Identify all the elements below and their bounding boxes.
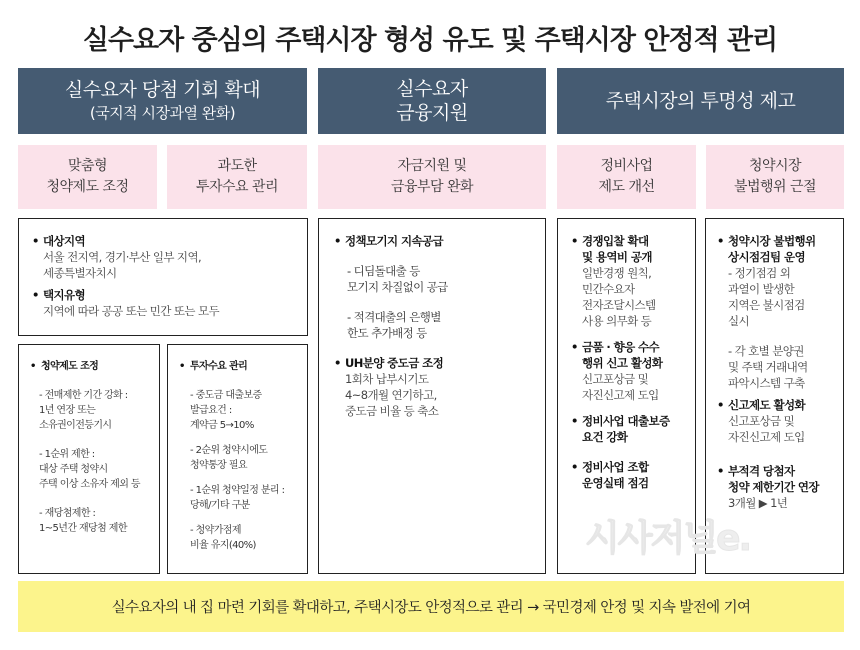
detail-line: - 1순위 제한 : xyxy=(39,449,95,460)
subheader-line: 청약제도 조정 xyxy=(46,179,129,195)
item-heading: 투자수요 관리 xyxy=(190,361,248,372)
header-finance xyxy=(318,68,546,134)
list-item xyxy=(570,339,691,403)
subheader-line: 청약시장 xyxy=(748,158,802,174)
item-line: 세종특별자치시 xyxy=(43,266,117,280)
subheader-line: 불법행위 근절 xyxy=(733,179,817,195)
list-item xyxy=(333,233,537,249)
subheader-line: 과도한 xyxy=(217,158,257,174)
list-item xyxy=(570,459,691,491)
item-heading: 경쟁입찰 확대 xyxy=(582,234,649,248)
detail-line: 한도 추가배정 등 xyxy=(347,326,427,340)
header-transparency xyxy=(557,68,844,134)
header-finance-line1: 실수요자 xyxy=(396,78,468,100)
detail-line: 자진신고제 도입 xyxy=(728,430,805,444)
subheader-illegal xyxy=(706,145,844,209)
detail-line: 대상 주택 청약시 xyxy=(39,464,108,475)
header-demand xyxy=(18,68,307,134)
subheader-line: 맞춤형 xyxy=(67,158,108,174)
subheader-line: 정비사업 xyxy=(600,158,653,174)
item-heading: 행위 신고 활성화 xyxy=(582,356,663,370)
detail-line: - 적격대출의 은행별 xyxy=(347,310,441,324)
item-heading: 정비사업 조합 xyxy=(582,460,649,474)
detail-line: 1~5년간 재당첨 제한 xyxy=(39,523,127,534)
detail-line: 민간수요자 xyxy=(582,282,635,296)
detail-line: 발급요건 : xyxy=(190,405,232,416)
list-item xyxy=(31,287,297,319)
subheader-line: 투자수요 관리 xyxy=(195,179,279,195)
header-demand-title: 실수요자 당첨 기회 확대 xyxy=(64,79,261,101)
subheader-investment xyxy=(167,145,307,209)
detail-line: 과열이 발생한 xyxy=(728,282,795,296)
bullet: • xyxy=(334,234,341,248)
detail-line: 4~8개월 연기하고, xyxy=(345,388,437,402)
item-line: 지역에 따라 공공 또는 민간 또는 모두 xyxy=(43,304,219,318)
detail-line: - 정기점검 외 xyxy=(728,266,791,280)
list-item xyxy=(716,397,839,445)
detail-line: 3개월 ▶ 1년 xyxy=(728,496,788,510)
item-heading: 청약 제한기간 연장 xyxy=(728,480,819,494)
item-heading: 정책모기지 지속공급 xyxy=(345,234,443,248)
detail-line: - 디딤돌대출 등 xyxy=(347,264,420,278)
detail-line: 1회차 납부시기도 xyxy=(345,372,429,386)
list-item xyxy=(570,233,691,329)
conclusion-banner xyxy=(18,581,844,632)
bullet: • xyxy=(717,464,724,478)
detail-line: 실시 xyxy=(728,314,750,328)
page-title: 실수요자 중심의 주택시장 형성 유도 및 주택시장 안정적 관리 xyxy=(82,25,778,56)
detail-line: 모기지 차질없이 공급 xyxy=(347,280,448,294)
subheader-subscription xyxy=(18,145,157,209)
item-heading: 정비사업 대출보증 xyxy=(582,414,670,428)
detail-line: 청약통장 필요 xyxy=(190,460,247,471)
bullet: • xyxy=(571,460,578,474)
detail-line: 주택 이상 소유자 제외 등 xyxy=(39,479,140,490)
bullet: • xyxy=(30,361,36,372)
bullet: • xyxy=(334,356,341,370)
detail-line: - 중도금 대출보증 xyxy=(190,390,262,401)
header-demand-subtitle: (국지적 시장과열 완화) xyxy=(89,104,236,122)
item-heading: 운영실태 점검 xyxy=(582,476,649,490)
detail-line: 1년 연장 또는 xyxy=(39,405,96,416)
detail-line: - 전매제한 기간 강화 : xyxy=(39,390,128,401)
item-heading: 요건 강화 xyxy=(582,430,628,444)
bullet: • xyxy=(179,361,185,372)
detail-line: 중도금 비율 등 축소 xyxy=(345,404,439,418)
list-item xyxy=(570,413,691,445)
item-heading: 대상지역 xyxy=(43,234,86,248)
detail-line: 신고포상금 및 xyxy=(728,414,795,428)
detail-line: 소유권이전등기시 xyxy=(39,420,112,431)
detail-line: - 청약가점제 xyxy=(190,525,241,536)
list-item xyxy=(178,359,301,374)
detail-line: - 각 호별 분양권 xyxy=(728,344,804,358)
subheader-redevelopment xyxy=(557,145,696,209)
subheader-line: 제도 개선 xyxy=(598,179,655,195)
header-finance-line2: 금융지원 xyxy=(396,102,468,124)
bullet: • xyxy=(32,288,39,302)
item-heading: 상시점검팀 운영 xyxy=(728,250,805,264)
item-heading: 청약제도 조정 xyxy=(41,361,99,372)
item-line: 서울 전지역, 경기·부산 일부 지역, xyxy=(43,250,202,264)
detail-line: 자진신고제 도입 xyxy=(582,388,659,402)
box-target-region xyxy=(18,218,308,336)
bullet: • xyxy=(571,340,578,354)
subheader-line: 자금지원 및 xyxy=(397,158,467,174)
detail-line: 지역은 불시점검 xyxy=(728,298,805,312)
watermark-text: 시사저널e. xyxy=(585,518,751,557)
item-heading: 금품 · 향응 수수 xyxy=(582,340,660,354)
list-item xyxy=(716,463,839,511)
item-heading: 부적격 당첨자 xyxy=(728,464,795,478)
detail-line: 당해/기타 구분 xyxy=(190,500,250,511)
list-item xyxy=(716,233,839,391)
detail-line: 비율 유지(40%) xyxy=(190,540,256,551)
conclusion-text: 실수요자의 내 집 마련 기회를 확대하고, 주택시장도 안정적으로 관리 → 국민경제 안정 및 지속 발전에 기여 xyxy=(111,600,751,616)
detail-line: - 재당첨제한 : xyxy=(39,508,96,519)
item-heading: UH분양 중도금 조정 xyxy=(345,356,444,370)
bullet: • xyxy=(717,234,724,248)
detail-line: - 1순위 청약일정 분리 : xyxy=(190,485,285,496)
box-finance-support xyxy=(318,218,546,574)
box-subscription-adjustment xyxy=(18,344,160,574)
watermark-logo xyxy=(585,517,835,557)
bullet: • xyxy=(571,234,578,248)
list-item xyxy=(31,233,297,281)
bullet: • xyxy=(571,414,578,428)
detail-line: 사용 의무화 등 xyxy=(582,314,652,328)
list-item xyxy=(333,355,537,419)
detail-line: 및 주택 거래내역 xyxy=(728,360,808,374)
detail-line: 일반경쟁 원칙, xyxy=(582,266,652,280)
item-heading: 및 용역비 공개 xyxy=(582,250,652,264)
item-heading: 신고제도 활성화 xyxy=(728,398,805,412)
detail-line: 신고포상금 및 xyxy=(582,372,649,386)
item-heading: 청약시장 불법행위 xyxy=(728,234,816,248)
subheader-finance xyxy=(318,145,546,209)
detail-line: 전자조달시스템 xyxy=(582,298,656,312)
bullet: • xyxy=(717,398,724,412)
subheader-line: 금융부담 완화 xyxy=(390,179,474,195)
detail-line: - 2순위 청약시에도 xyxy=(190,445,268,456)
detail-line: 계약금 5→10% xyxy=(190,420,254,431)
item-heading: 택지유형 xyxy=(43,288,86,302)
header-transparency-title: 주택시장의 투명성 제고 xyxy=(605,90,796,112)
box-investment-demand xyxy=(167,344,308,574)
detail-line: 파악시스템 구축 xyxy=(728,376,805,390)
bullet: • xyxy=(32,234,39,248)
list-item xyxy=(29,359,153,374)
